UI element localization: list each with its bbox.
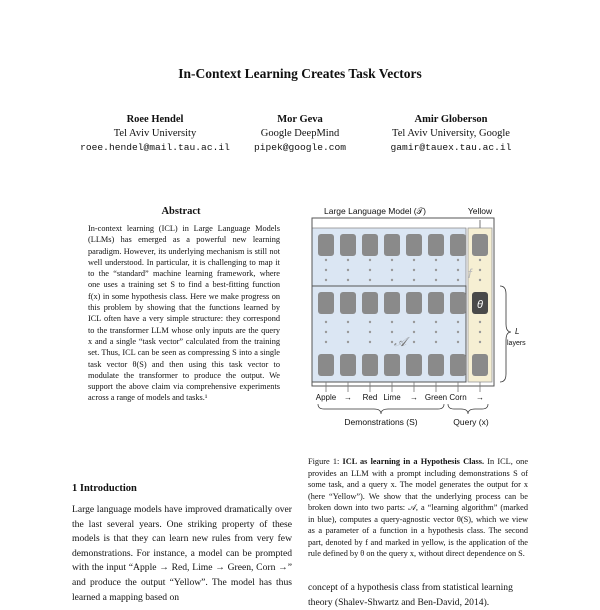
right-column-text: concept of a hypothesis class from statistical learning theory (Shalev-Shwartz and Ben-David, 2014). (308, 582, 513, 608)
layer-block (450, 354, 466, 376)
caption-text: In ICL, one provides an LLM with a prompt including demonstrations S of some task, and a query x. The model generates the output for x (here “Yellow”). We show that the underlying process can be broken down into two parts: 𝒜, a “learning algorithm” (marked in blue), computes a query-agnostic vector θ(S), which we view as a parameter of a function in a hypothesis class. The second part, denoted by f and marked in yellow, is the application of the rule defined by θ on the query x, without direct dependence on S. (308, 457, 528, 558)
layer-block (318, 292, 334, 314)
author-email: roee.hendel@mail.tau.ac.il (80, 142, 230, 153)
paper-title: In-Context Learning Creates Task Vectors (178, 66, 422, 81)
ellipsis-dot (347, 321, 349, 323)
ellipsis-dot (391, 331, 393, 333)
ellipsis-dot (325, 269, 327, 271)
layer-block (340, 354, 356, 376)
ellipsis-dot (457, 279, 459, 281)
ellipsis-dot (479, 269, 481, 271)
token-row (316, 382, 484, 402)
section-heading-introduction: 1 Introduction (72, 483, 137, 494)
layer-block (362, 292, 378, 314)
ellipsis-dot (457, 269, 459, 271)
ellipsis-dot (369, 321, 371, 323)
token-label: Lime (383, 393, 401, 402)
ellipsis-dot (391, 259, 393, 261)
token-label: → (410, 393, 418, 402)
ellipsis-dot (479, 341, 481, 343)
ellipsis-dot (413, 279, 415, 281)
abstract-text: In-context learning (ICL) in Large Language Models (LLMs) has emerged as a powerful new learning paradigm. However, its underlying mechanism is still not well understood. In particular, it is challenging to map it to the “standard” machine learning framework, where one uses a training set S to find a best-fitting function f(x) in some hypothesis class. Here we make progress on this problem by showing that the functions learned by ICL often have a very simple structure: they correspond to the transformer LLM whose only inputs are the query x and a single “task vector” calculated from the training set. Thus, ICL can be seen as compressing S into a single task vector θ(S) and then using this task vector to modulate the transformer to produce the output. We support the above claim via comprehensive experiments across a range of models and tasks.¹ (88, 224, 280, 403)
f-label: f (468, 266, 472, 281)
ellipsis-dot (413, 321, 415, 323)
token-label: → (476, 393, 484, 402)
ellipsis-dot (391, 341, 393, 343)
ellipsis-dot (391, 279, 393, 281)
query-brace (448, 404, 488, 414)
ellipsis-dot (347, 279, 349, 281)
layer-block (340, 234, 356, 256)
layer-block (340, 292, 356, 314)
demonstrations-brace (318, 404, 444, 414)
ellipsis-dot (347, 331, 349, 333)
layer-block (362, 354, 378, 376)
author-name: Roee Hendel (126, 114, 184, 125)
ellipsis-dot (369, 279, 371, 281)
ellipsis-dot (347, 341, 349, 343)
token-label: → (344, 393, 352, 402)
layer-block (384, 354, 400, 376)
ellipsis-dot (435, 331, 437, 333)
abstract-heading: Abstract (161, 206, 201, 217)
layer-block (318, 234, 334, 256)
author-name: Amir Globerson (414, 114, 488, 125)
layers-word: layers (507, 340, 526, 347)
ellipsis-dot (391, 269, 393, 271)
a-label: 𝒜 (394, 334, 407, 349)
figure-1 (308, 204, 538, 454)
ellipsis-dot (347, 259, 349, 261)
ellipsis-dot (325, 279, 327, 281)
author-email: gamir@tauex.tau.ac.il (390, 142, 512, 153)
layer-block (472, 354, 488, 376)
layer-block (406, 292, 422, 314)
author-3 (351, 113, 551, 155)
layer-block (450, 292, 466, 314)
layer-block (472, 234, 488, 256)
layers-symbol: L (515, 327, 520, 336)
theta-label: θ (477, 299, 483, 311)
output-label: Yellow (467, 206, 493, 216)
ellipsis-dot (325, 341, 327, 343)
ellipsis-dot (325, 321, 327, 323)
figure-caption (308, 456, 528, 560)
layer-block (406, 354, 422, 376)
demonstrations-label: Demonstrations (S) (344, 417, 418, 427)
ellipsis-dot (457, 259, 459, 261)
ellipsis-dot (413, 269, 415, 271)
figure-title: Large Language Model (𝒯) (324, 206, 426, 216)
token-label: Apple (315, 393, 337, 402)
ellipsis-dot (347, 269, 349, 271)
ellipsis-dot (369, 259, 371, 261)
token-label: Green (424, 393, 448, 402)
layer-block (318, 354, 334, 376)
caption-label: Figure 1: (308, 457, 340, 466)
ellipsis-dot (369, 331, 371, 333)
ellipsis-dot (325, 259, 327, 261)
ellipsis-dot (391, 321, 393, 323)
layer-block (384, 292, 400, 314)
ellipsis-dot (457, 341, 459, 343)
ellipsis-dot (479, 331, 481, 333)
layer-block (406, 234, 422, 256)
layer-block (384, 234, 400, 256)
token-label: Corn (449, 393, 467, 402)
author-email: pipek@google.com (253, 142, 347, 153)
layers-brace (500, 286, 511, 382)
ellipsis-dot (457, 321, 459, 323)
ellipsis-dot (413, 331, 415, 333)
ellipsis-dot (457, 331, 459, 333)
ellipsis-dot (435, 341, 437, 343)
layer-block (362, 234, 378, 256)
layer-block (428, 292, 444, 314)
layer-block (428, 234, 444, 256)
token-label: Red (362, 393, 378, 402)
introduction-text: Large language models have improved dramatically over the last several years. One striking property of these models is that they can learn new rules from very few demonstrations. For instance, a model can be prompted with the input “Apple → Red, Lime → Green, Corn →” and produce the output “Yellow”. The model has thus learned a mapping based on (72, 504, 292, 603)
layer-block (428, 354, 444, 376)
ellipsis-dot (413, 341, 415, 343)
author-affiliation: Google DeepMind (260, 128, 340, 139)
ellipsis-dot (479, 321, 481, 323)
author-affiliation: Tel Aviv University, Google (392, 128, 510, 139)
ellipsis-dot (435, 321, 437, 323)
ellipsis-dot (435, 259, 437, 261)
ellipsis-dot (479, 279, 481, 281)
author-name: Mor Geva (277, 114, 323, 125)
ellipsis-dot (369, 269, 371, 271)
ellipsis-dot (325, 331, 327, 333)
author-affiliation: Tel Aviv University (113, 128, 197, 139)
ellipsis-dot (435, 269, 437, 271)
layer-block (450, 234, 466, 256)
caption-bold: ICL as learning in a Hypothesis Class. (342, 457, 485, 466)
ellipsis-dot (435, 279, 437, 281)
ellipsis-dot (369, 341, 371, 343)
ellipsis-dot (479, 259, 481, 261)
ellipsis-dot (413, 259, 415, 261)
query-label: Query (x) (453, 417, 489, 427)
